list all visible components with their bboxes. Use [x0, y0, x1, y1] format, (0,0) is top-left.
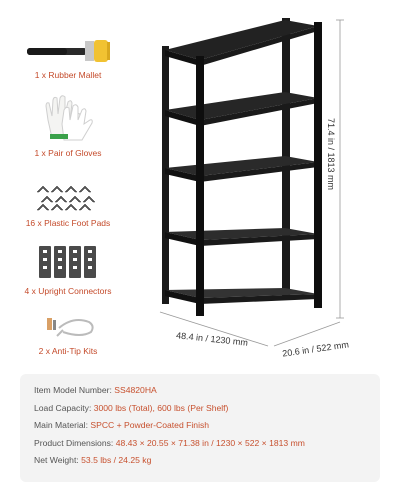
height-dimension-label: 71.4 in / 1813 mm	[326, 118, 336, 191]
spec-model: Item Model Number: SS4820HA	[34, 385, 157, 395]
spec-dimensions: Product Dimensions: 48.43 × 20.55 × 71.38 in / 1230 × 522 × 1813 mm	[34, 437, 305, 448]
accessory-label: 1 x Rubber Mallet	[34, 70, 102, 80]
accessory-anti-tip	[13, 314, 123, 356]
width-dimension-label: 48.4 in / 1230 mm	[175, 330, 249, 348]
anti-tip-kit-icon	[33, 314, 103, 340]
foot-pads-icon	[33, 182, 103, 212]
gloves-icon	[38, 94, 98, 142]
accessory-foot-pads	[13, 182, 123, 228]
spec-material: Main Material: SPCC + Powder-Coated Finish	[34, 420, 210, 430]
accessory-label: 2 x Anti-Tip Kits	[38, 346, 98, 356]
spec-load-capacity: Load Capacity: 3000 lbs (Total), 600 lbs (Per Shelf)	[34, 402, 229, 413]
accessory-gloves	[13, 94, 123, 158]
spec-weight: Net Weight: 53.5 lbs / 24.25 kg	[34, 455, 152, 465]
spec-panel	[20, 374, 380, 482]
upright-connectors-icon	[33, 244, 103, 280]
depth-dimension-label: 20.6 in / 522 mm	[281, 339, 350, 359]
shelves	[165, 20, 318, 304]
rubber-mallet-icon	[23, 38, 113, 64]
accessory-label: 4 x Upright Connectors	[24, 286, 112, 296]
accessory-label: 16 x Plastic Foot Pads	[25, 218, 111, 228]
accessory-upright-connectors	[13, 244, 123, 296]
accessory-label: 1 x Pair of Gloves	[34, 148, 102, 158]
accessory-mallet	[13, 38, 123, 80]
